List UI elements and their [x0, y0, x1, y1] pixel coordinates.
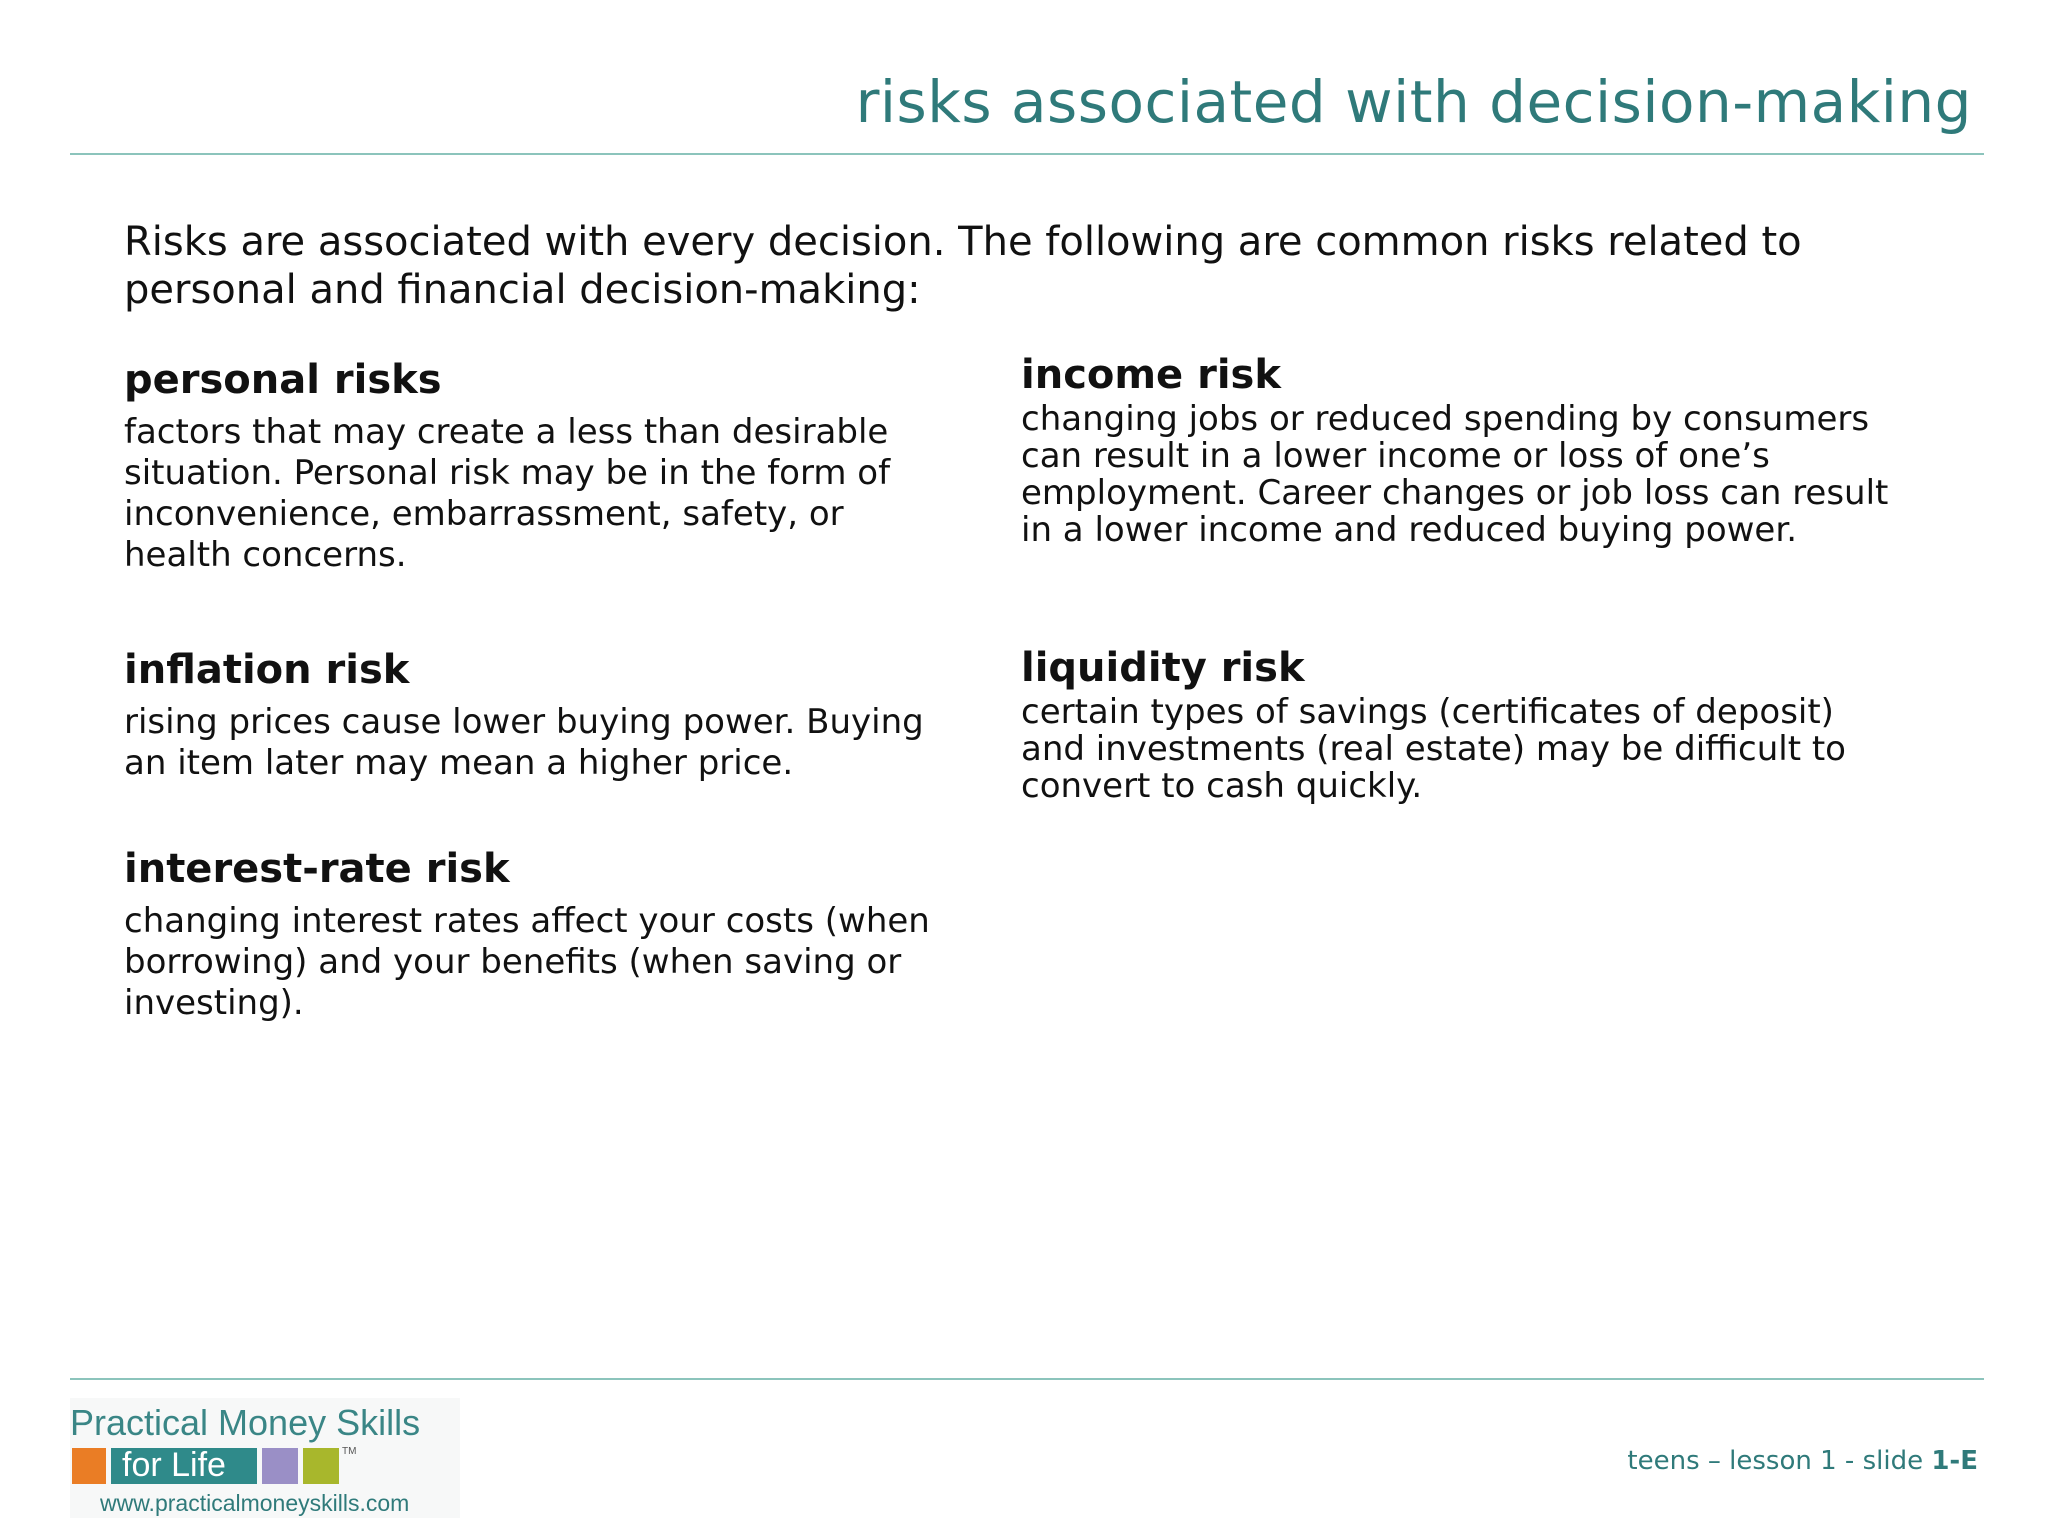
inflation-risk-text: rising prices cause lower buying power. Buying an item later may mean a higher price.: [124, 702, 924, 783]
income-risk-section: [1021, 351, 1901, 549]
interest-rate-risk-section: [124, 845, 954, 1024]
logo-url: www.practicalmoneyskills.com: [100, 1490, 410, 1516]
practical-money-skills-logo: [70, 1398, 460, 1518]
interest-rate-risk-heading: interest-rate risk: [124, 846, 510, 892]
inflation-risk-section: [124, 646, 954, 784]
liquidity-risk-heading: liquidity risk: [1021, 645, 1305, 691]
logo-trademark: TM: [342, 1446, 357, 1457]
footer-divider: [70, 1378, 1984, 1380]
inflation-risk-heading: inflation risk: [124, 647, 410, 693]
slide-reference: [1627, 1446, 1978, 1476]
personal-risks-text: factors that may create a less than desirable situation. Personal risk may be in the form of inconvenience, embarrassment, safety, or health concerns.: [124, 412, 891, 575]
logo-tagline: for Life: [122, 1446, 226, 1484]
interest-rate-risk-text: changing interest rates affect your costs (when borrowing) and your benefits (when saving or investing).: [124, 901, 930, 1023]
intro-text: Risks are associated with every decision. The following are common risks related to personal and financial decision-making:: [124, 219, 1802, 313]
slide-title: risks associated with decision-making: [855, 68, 1972, 136]
personal-risks-section: [124, 356, 954, 576]
personal-risks-heading: personal risks: [124, 357, 442, 403]
income-risk-heading: income risk: [1021, 352, 1281, 398]
logo-name: Practical Money Skills: [70, 1402, 421, 1443]
header-divider: [70, 153, 1984, 155]
slide-reference-prefix: teens – lesson 1 - slide: [1627, 1446, 1932, 1476]
logo-orange-square: [72, 1448, 106, 1484]
liquidity-risk-text: certain types of savings (certificates of deposit) and investments (real estate) may be difficult to convert to cash quickly.: [1021, 692, 1846, 806]
income-risk-text: changing jobs or reduced spending by consumers can result in a lower income or loss of one’s employment. Career changes or job loss can result in a lower income and reduced buying power.: [1021, 399, 1889, 550]
liquidity-risk-section: [1021, 644, 1901, 805]
logo-purple-square: [262, 1448, 298, 1484]
slide-number: 1-E: [1931, 1446, 1978, 1476]
logo-green-square: [303, 1448, 339, 1484]
